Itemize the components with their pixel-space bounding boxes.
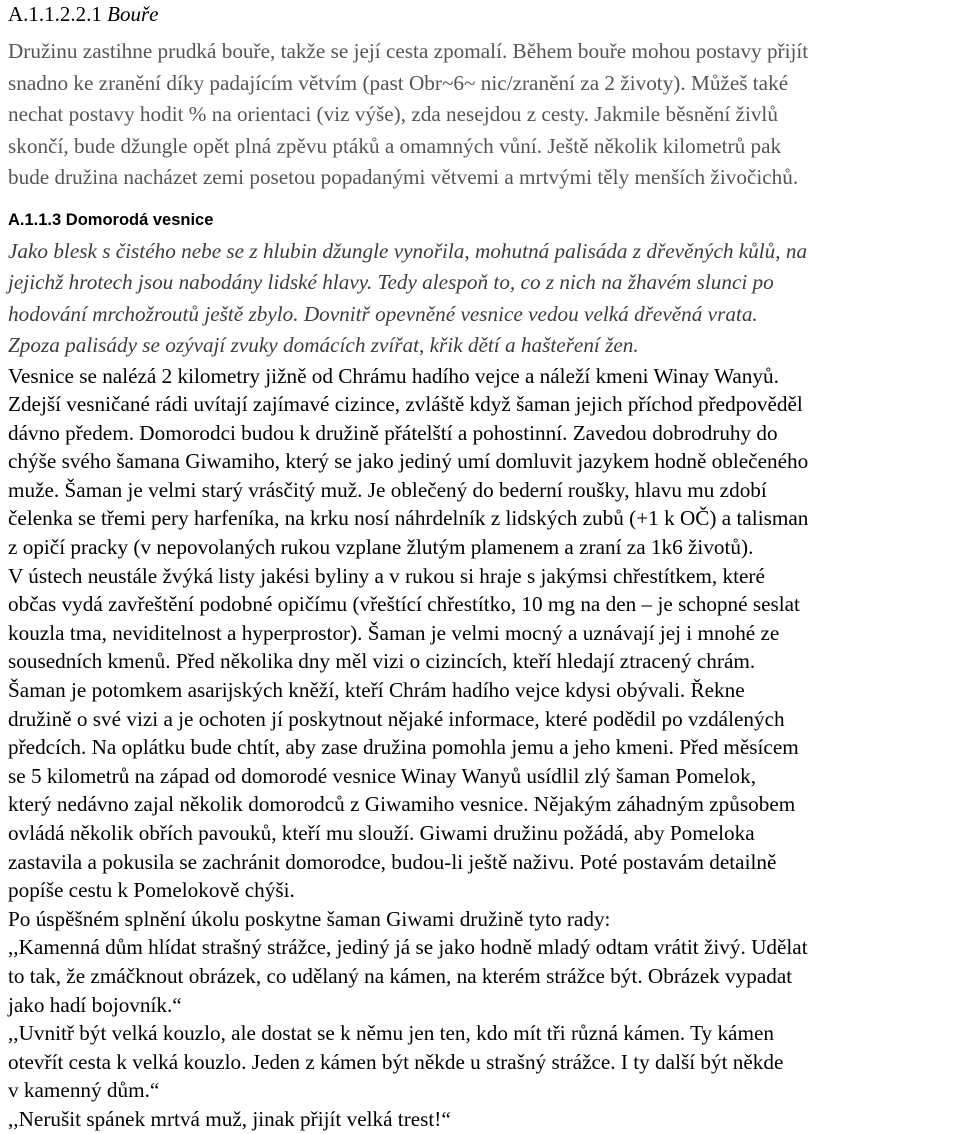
text-line: to tak, že zmáčknout obrázek, co udělaný na kámen, na kterém strážce být. Obrázek vypadat <box>8 963 793 988</box>
text-line: snadno ke zranění díky padajícím větvím (past Obr~6~ nic/zranění za 2 životy). Můžeš také <box>8 70 789 95</box>
text-line: se 5 kilometrů na západ od domorodé vesnice Winay Wanyů usídlil zlý šaman Pomelok, <box>8 763 757 788</box>
section-heading-village: A.1.1.3 Domorodá vesnice <box>8 210 214 229</box>
text-line: otevřít cesta k velká kouzlo. Jeden z kámen být někde u strašný strážce. I ty další být někde <box>8 1049 784 1074</box>
text-line: ,,Uvnitř být velká kouzlo, ale dostat se k němu jen ten, kdo mít tři různá kámen. Ty kámen <box>8 1021 774 1046</box>
text-line: z opičí pracky (v nepovolaných rukou vzplane žlutým plamenem a zraní za 1k6 životů). <box>8 535 754 560</box>
text-line: zastavila a pokusila se zachránit domorodce, budou-li ještě naživu. Poté postavám detailně <box>8 849 777 874</box>
text-line: V ústech neustále žvýká listy jakési byliny a v rukou si hraje s jakýmsi chřestítkem, které <box>8 563 765 588</box>
text-line: jejichž hrotech jsou nabodány lidské hlavy. Tedy alespoň to, co z nich na žhavém slunci po <box>8 270 774 294</box>
text-line: hodování mrchožroutů ještě zbylo. Dovnitř opevněné vesnice vedou velká dřevěná vrata. <box>8 301 758 326</box>
village-read-aloud-text <box>8 236 956 362</box>
text-line: Jako blesk s čistého nebe se z hlubin džungle vynořila, mohutná palisáda z dřevěných kůlů, na <box>8 238 808 263</box>
text-line: který nedávno zajal několik domorodců z Giwamiho vesnice. Nějakým záhadným způsobem <box>8 792 796 817</box>
text-line: v kamenný dům.“ <box>8 1078 160 1103</box>
text-line: Zdejší vesničané rádi uvítají zajímavé cizince, zvláště když šaman jejich příchod předpověděl <box>8 392 803 417</box>
text-line: sousedních kmenů. Před několika dny měl vizi o cizincích, kteří hledají ztracený chrám. <box>8 649 756 674</box>
text-line: popíše cestu k Pomelokově chýši. <box>8 878 295 903</box>
section-title: Bouře <box>107 2 159 26</box>
text-line: nechat postavy hodit % na orientaci (viz výše), zda nesejdou z cesty. Jakmile běsnění živlů <box>8 102 778 126</box>
village-description <box>8 362 956 1134</box>
text-line: ovládá několik obřích pavouků, kteří mu slouží. Giwami družinu požádá, aby Pomeloka <box>8 821 755 845</box>
text-line: Šaman je potomkem asarijských kněží, kteří Chrám hadího vejce kdysi obývali. Řekne <box>8 678 745 703</box>
text-line: kouzla tma, neviditelnost a hyperprostor). Šaman je velmi mocný a uznávají jej i mnohé ze <box>8 620 780 645</box>
text-line: jako hadí bojovník.“ <box>8 992 182 1017</box>
text-line: Družinu zastihne prudká bouře, takže se její cesta zpomalí. Během bouře mohou postavy přijít <box>8 39 809 63</box>
text-line: družině o své vizi a je ochoten jí poskytnout nějaké informace, které podědil po vzdálených <box>8 706 785 731</box>
text-line: bude družina nacházet zemi posetou popadanými větvemi a mrtvými těly menších živočichů. <box>8 165 799 189</box>
text-line: Zpoza palisády se ozývají zvuky domácích zvířat, křik dětí a hašteření žen. <box>8 333 639 357</box>
storm-paragraph <box>8 36 956 194</box>
text-line: ,,Nerušit spánek mrtvá muž, jinak přijít velká trest!“ <box>8 1106 451 1131</box>
text-line: Vesnice se nalézá 2 kilometry jižně od Chrámu hadího vejce a náleží kmeni Winay Wanyů. <box>8 363 779 388</box>
text-line: chýše svého šamana Giwamiho, který se jako jediný umí domluvit jazykem hodně oblečeného <box>8 449 809 474</box>
text-line: předcích. Na oplátku bude chtít, aby zase družina pomohla jemu a jeho kmeni. Před měsícem <box>8 735 799 760</box>
text-line: skončí, bude džungle opět plná zpěvu ptáků a omamných vůní. Ještě několik kilometrů pak <box>8 133 782 158</box>
text-line: ,,Kamenná dům hlídat strašný strážce, jediný já se jako hodně mladý odtam vrátit živý. Udělat <box>8 935 808 960</box>
text-line: čelenka se třemi pery harfeníka, na krku nosí náhrdelník z lidských zubů (+1 k OČ) a talisman <box>8 506 809 531</box>
section-heading-boure <box>8 0 956 26</box>
text-line: muže. Šaman je velmi starý vrásčitý muž. Je oblečený do bederní roušky, hlavu mu zdobí <box>8 477 767 502</box>
text-line: dávno předem. Domorodci budou k družině přátelští a pohostinní. Zavedou dobrodruhy do <box>8 420 778 445</box>
text-line: občas vydá zavřeštění podobné opičímu (vřeštící chřestítko, 10 mg na den – je schopné seslat <box>8 592 800 617</box>
section-number: A.1.1.2.2.1 <box>8 2 102 26</box>
text-line: Po úspěšném splnění úkolu poskytne šaman Giwami družině tyto rady: <box>8 906 611 931</box>
document-page <box>8 0 956 1134</box>
